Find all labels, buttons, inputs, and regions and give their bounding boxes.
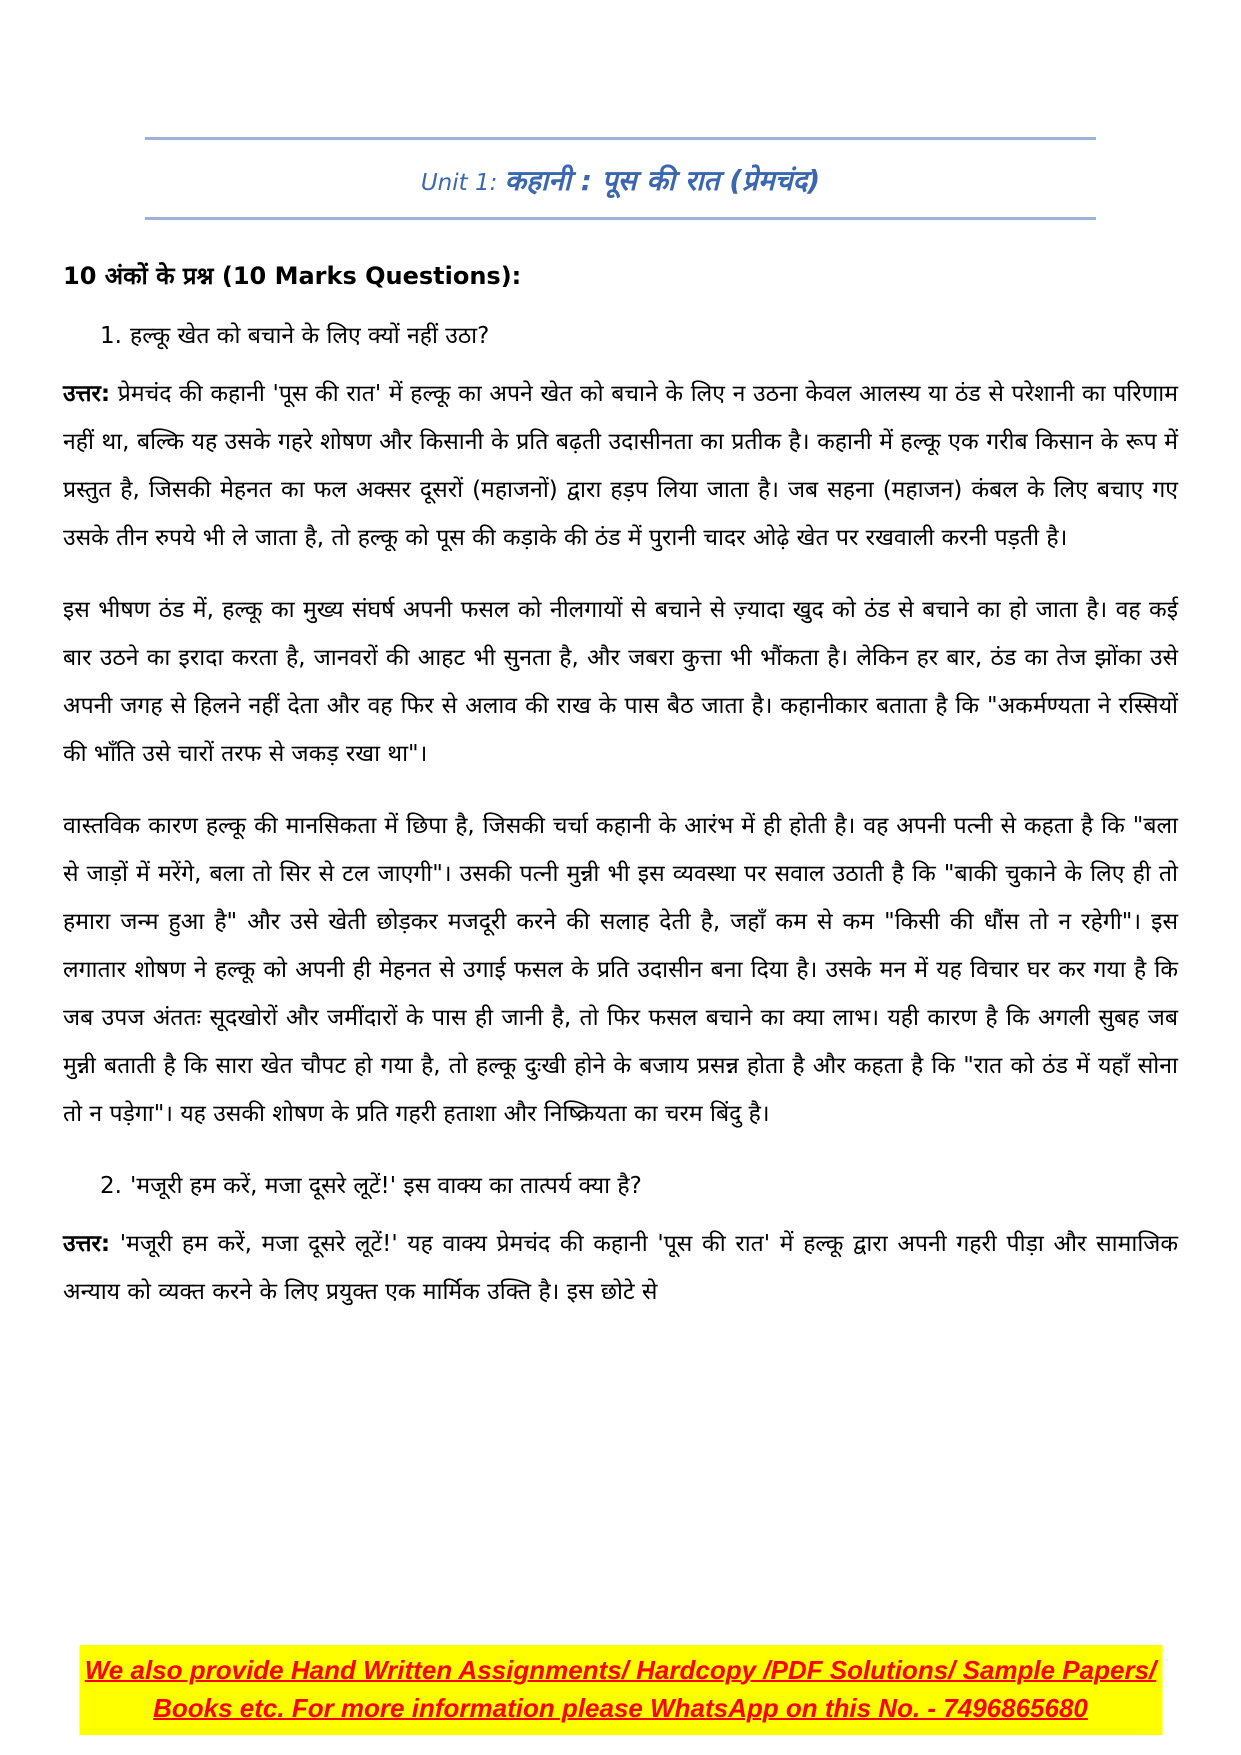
answer-1-paragraph-1 xyxy=(63,370,1178,562)
title-divider-bottom xyxy=(145,217,1096,220)
answer-1-label: उत्तर: xyxy=(63,381,111,407)
answer-1-paragraph-2-text: इस भीषण ठंड में, हल्कू का मुख्य संघर्ष अपनी फसल को नीलगायों से बचाने से ज़्यादा खुद को ठंड से बचाने का हो जाता है। वह कई बार उठने का इरादा करता है, जानवरों की आहट भी सुनता है, और जबरा कुत्ता भी भौंकता है। लेकिन हर बार, ठंड का तेज झोंका उसे अपनी जगह से हिलने नहीं देता और वह फिर से अलाव की राख के पास बैठ जाता है। कहानीकार बताता है कि "अकर्मण्यता ने रस्सियों की भाँति उसे चारों तरफ से जकड़ रखा था"। xyxy=(63,597,1178,767)
question-2 xyxy=(63,1162,1178,1210)
document-title-block xyxy=(145,137,1096,220)
answer-1-paragraph-2 xyxy=(63,586,1178,778)
question-2-text: 'मजूरी हम करें, मजा दूसरे लूटें!' इस वाक्य का तात्पर्य क्या है? xyxy=(130,1173,642,1199)
answer-1-paragraph-1-text: प्रेमचंद की कहानी 'पूस की रात' में हल्कू का अपने खेत को बचाने के लिए न उठना केवल आलस्य या ठंड से परेशानी का परिणाम नहीं था, बल्कि यह उसके गहरे शोषण और किसानी के प्रति बढ़ती उदासीनता का प्रतीक है। कहानी में हल्कू एक गरीब किसान के रूप में प्रस्तुत है, जिसकी मेहनत का फल अक्सर दूसरों (महाजनों) द्वारा हड़प लिया जाता है। जब सहना (महाजन) कंबल के लिए बचाए गए उसके तीन रुपये भी ले जाता है, तो हल्कू को पूस की कड़ाके की ठंड में पुरानी चादर ओढ़े खेत पर रखवाली करनी पड़ती है। xyxy=(63,381,1179,551)
question-1 xyxy=(63,312,1178,360)
unit-label: Unit 1: xyxy=(420,170,505,196)
answer-1-paragraph-3-text: वास्तविक कारण हल्कू की मानसिकता में छिपा है, जिसकी चर्चा कहानी के आरंभ में ही होती है। वह अपनी पत्नी से कहता है कि "बला से जाड़ों में मरेंगे, बला तो सिर से टल जाएगी"। उसकी पत्नी मुन्नी भी इस व्यवस्था पर सवाल उठाती है कि "बाकी चुकाने के लिए ही तो हमारा जन्म हुआ है" और उसे खेती छोड़कर मजदूरी करने की सलाह देती है, जहाँ कम से कम "किसी की धौंस तो न रहेगी"। इस लगातार शोषण ने हल्कू को अपनी ही मेहनत से उगाई फसल के प्रति उदासीन बना दिया है। उसके मन में यह विचार घर कर गया है कि जब उपज अंततः सूदखोरों और जमींदारों के पास ही जानी है, तो फिर फसल बचाने का क्या लाभ। यही कारण है कि अगली सुबह जब मुन्नी बताती है कि सारा खेत चौपट हो गया है, तो हल्कू दुःखी होने के बजाय प्रसन्न होता है और कहता है कि "रात को ठंड में यहाँ सोना तो न पड़ेगा"। यह उसकी शोषण के प्रति गहरी हताशा और निष्क्रियता का चरम बिंदु है। xyxy=(63,813,1178,1127)
question-2-number: 2. xyxy=(100,1173,122,1199)
document-title xyxy=(145,140,1096,217)
answer-1-paragraph-3 xyxy=(63,802,1178,1138)
document-body xyxy=(63,254,1178,1316)
promo-footer-line-1: We also provide Hand Written Assignments/ Hardcopy /PDF Solutions/ Sample Papers/ xyxy=(84,1655,1157,1685)
section-heading: 10 अंकों के प्रश्न (10 Marks Questions): xyxy=(63,262,522,290)
promo-footer-line-2: Books etc. For more information please WhatsApp on this No. - 7496865680 xyxy=(153,1693,1088,1723)
answer-2-label: उत्तर: xyxy=(63,1231,111,1257)
question-1-text: हल्कू खेत को बचाने के लिए क्यों नहीं उठा? xyxy=(130,323,490,349)
answer-2-paragraph-1-text: 'मजूरी हम करें, मजा दूसरे लूटें!' यह वाक्य प्रेमचंद की कहानी 'पूस की रात' में हल्कू द्वारा अपनी गहरी पीड़ा और सामाजिक अन्याय को व्यक्त करने के लिए प्रयुक्त एक मार्मिक उक्ति है। इस छोटे से xyxy=(63,1231,1179,1305)
answer-2-paragraph-1 xyxy=(63,1220,1178,1316)
question-1-number: 1. xyxy=(100,323,122,349)
promo-footer xyxy=(79,1645,1162,1735)
title-hindi: कहानी : पूस की रात (प्रेमचंद) xyxy=(504,164,821,197)
